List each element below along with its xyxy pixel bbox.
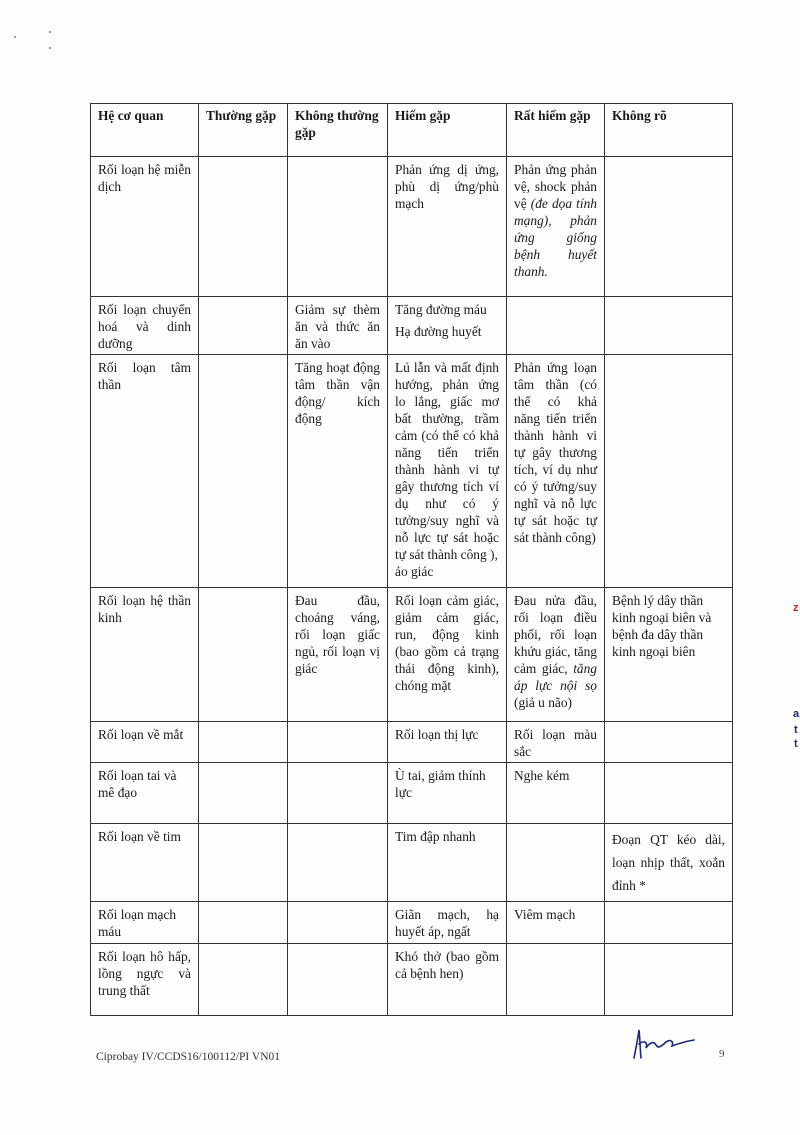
unknown-cell	[605, 355, 733, 588]
rare-cell	[388, 297, 507, 355]
common-cell	[199, 355, 288, 588]
rare-text-1: Tăng đường máu	[395, 302, 487, 317]
header-uncommon: Không thường gặp	[288, 104, 388, 157]
unknown-cell	[605, 297, 733, 355]
edge-scan-mark: z	[793, 602, 799, 614]
common-cell	[199, 944, 288, 1016]
rare-cell: Tim đập nhanh	[388, 824, 507, 902]
organ-cell: Rối loạn tai và mê đạo	[91, 763, 199, 824]
table-row	[91, 722, 733, 763]
organ-cell: Rối loạn hô hấp, lồng ngực và trung thất	[91, 944, 199, 1016]
rare-cell: Giãn mạch, hạ huyết áp, ngất	[388, 902, 507, 944]
scan-speck	[49, 31, 51, 33]
uncommon-cell	[288, 944, 388, 1016]
unknown-cell	[605, 902, 733, 944]
header-very-rare: Rất hiếm gặp	[507, 104, 605, 157]
common-cell	[199, 722, 288, 763]
unknown-cell	[605, 763, 733, 824]
very-rare-text: Đau nửa đầu, rối loạn điều phối, rối loạn khứu giác, tăng cảm giác,	[514, 593, 597, 676]
uncommon-cell: Đau đầu, choáng váng, rối loạn giấc ngủ, rối loạn vị giác	[288, 588, 388, 722]
edge-scan-mark: t	[794, 738, 798, 750]
uncommon-cell	[288, 824, 388, 902]
very-rare-cell	[507, 824, 605, 902]
table-row	[91, 824, 733, 902]
unknown-cell	[605, 722, 733, 763]
rare-cell: Rối loạn cảm giác, giảm cảm giác, run, động kinh (bao gồm cả trạng thái động kinh), chóng mặt	[388, 588, 507, 722]
table-row	[91, 588, 733, 722]
page-number: 9	[719, 1048, 725, 1060]
organ-cell: Rối loạn hệ miễn dịch	[91, 157, 199, 297]
organ-cell: Rối loạn chuyển hoá và dinh dưỡng	[91, 297, 199, 355]
table-row	[91, 355, 733, 588]
uncommon-cell	[288, 902, 388, 944]
very-rare-italic-text: (đe dọa tính mạng), phản ứng giống bệnh huyết thanh.	[514, 196, 597, 279]
organ-cell: Rối loạn về tim	[91, 824, 199, 902]
unknown-cell: Đoạn QT kéo dài, loạn nhịp thất, xoắn đỉnh *	[605, 824, 733, 902]
organ-cell: Rối loạn tâm thần	[91, 355, 199, 588]
rare-text-1: Lú lẫn và mất định hướng, phản ứng lo lắng, giấc mơ bất thường, trầm cảm (có thể có khả năng tiến triển thành hành vi tự gây thương tích ví dụ như có ý tưởng/suy nghĩ và nỗ lực tự sát hoặc tự sát thành công ),	[395, 360, 499, 562]
table-header-row	[91, 104, 733, 157]
uncommon-cell: Tăng hoạt động tâm thần vận động/ kích động	[288, 355, 388, 588]
rare-cell: Ù tai, giảm thính lực	[388, 763, 507, 824]
table-row	[91, 902, 733, 944]
unknown-cell: Bệnh lý dây thần kinh ngoại biên và bệnh đa dây thần kinh ngoại biên	[605, 588, 733, 722]
organ-cell: Rối loạn về mắt	[91, 722, 199, 763]
very-rare-cell	[507, 588, 605, 722]
very-rare-cell	[507, 944, 605, 1016]
table-row	[91, 297, 733, 355]
common-cell	[199, 297, 288, 355]
very-rare-cell: Nghe kém	[507, 763, 605, 824]
header-unknown: Không rõ	[605, 104, 733, 157]
table-row	[91, 763, 733, 824]
header-organ-system: Hệ cơ quan	[91, 104, 199, 157]
footer-document-code: Ciprobay IV/CCDS16/100112/PI VN01	[96, 1051, 281, 1063]
very-rare-text: Phản ứng phản vệ, shock phản vệ	[514, 162, 597, 211]
scan-speck	[14, 36, 16, 38]
very-rare-cell: Rối loạn màu sắc	[507, 722, 605, 763]
organ-cell: Rối loạn hệ thần kinh	[91, 588, 199, 722]
edge-scan-mark: t	[794, 724, 798, 736]
common-cell	[199, 157, 288, 297]
uncommon-cell: Giảm sự thèm ăn và thức ăn ăn vào	[288, 297, 388, 355]
handwritten-signature	[626, 1024, 698, 1066]
rare-text-2: Hạ đường huyết	[395, 324, 482, 339]
common-cell	[199, 902, 288, 944]
very-rare-cell: Viêm mạch	[507, 902, 605, 944]
rare-cell	[388, 355, 507, 588]
organ-cell: Rối loạn mạch máu	[91, 902, 199, 944]
table-row	[91, 157, 733, 297]
rare-text-2: ảo giác	[395, 564, 434, 579]
rare-cell: Phản ứng dị ứng, phù dị ứng/phù mạch	[388, 157, 507, 297]
very-rare-cell	[507, 157, 605, 297]
uncommon-cell	[288, 157, 388, 297]
header-common: Thường gặp	[199, 104, 288, 157]
common-cell	[199, 763, 288, 824]
scan-speck	[49, 47, 51, 49]
edge-scan-mark: a	[793, 708, 800, 720]
uncommon-cell	[288, 763, 388, 824]
very-rare-cell	[507, 297, 605, 355]
rare-cell: Rối loạn thị lực	[388, 722, 507, 763]
rare-cell: Khó thở (bao gồm cả bệnh hen)	[388, 944, 507, 1016]
unknown-cell	[605, 157, 733, 297]
table-row	[91, 944, 733, 1016]
common-cell	[199, 588, 288, 722]
header-rare: Hiếm gặp	[388, 104, 507, 157]
uncommon-cell	[288, 722, 388, 763]
unknown-cell	[605, 944, 733, 1016]
adverse-effects-table	[90, 103, 733, 1016]
common-cell	[199, 824, 288, 902]
very-rare-tail-text: (giả u não)	[514, 695, 573, 710]
very-rare-italic-text: tăng áp lực nội sọ	[514, 661, 597, 693]
very-rare-cell: Phản ứng loạn tâm thần (có thể có khả năng tiến triển thành hành vi tự gây thương tích, ví dụ như có ý tưởng/suy nghĩ và nỗ lực tự sát hoặc tự sát thành công)	[507, 355, 605, 588]
